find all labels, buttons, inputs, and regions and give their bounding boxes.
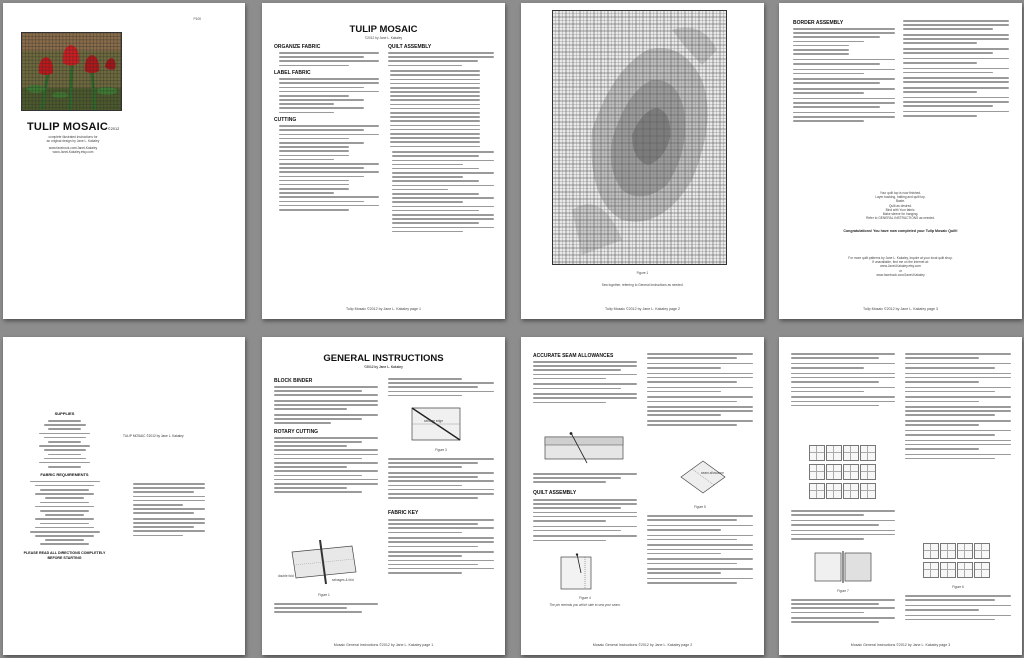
cover-title: TULIP MOSAIC©2012 [27,121,120,133]
label-selvage-edge: selvage edge [424,419,443,423]
cover-links [23,146,123,154]
pin-caption: The pin reminds you which side to sew your seam. [549,603,621,607]
page-title: TULIP MOSAIC [349,24,418,35]
section-heading: ACCURATE SEAM ALLOWANCES [533,353,614,359]
closing-steps: Your quilt top is now finished. Layer backing, batting and quilt top. Baste. Quilt as desired. Bind with Your fabric. Make sleeve for hanging. Refer to GENERAL INSTRUCTIONS as needed. [866,191,935,221]
section-heading: QUILT ASSEMBLY [533,490,577,496]
section-heading: QUILT ASSEMBLY [388,44,432,50]
right-column [388,44,494,235]
cover-subtitle: complete illustrated instructions for an original design by Jane L. Kakaley [46,135,100,144]
section-heading: BORDER ASSEMBLY [793,20,844,26]
label-double-fold: double fold [278,574,294,578]
label-seam-allowance: seam allowance [701,471,724,475]
figure-note: Sew together, referring to General Instructions as needed. [601,283,684,287]
disclaimer [133,483,205,539]
figure-5-caption: Figure 5 [694,505,706,509]
figure-3-caption: Figure 3 [435,448,447,452]
left-column [791,353,895,593]
section-heading: LABEL FABRIC [274,70,311,77]
figure-1-caption: Figure 1 [318,593,330,597]
figure-6-grid [809,445,879,501]
tulip-mosaic-photo [22,33,121,110]
quilt-grid-diagram [552,10,727,265]
byline: ©2012 by Jane L. Kakaley [364,365,403,369]
page-footer: Tulip Mosaic ©2012 by Jane L. Kakaley page 1 [345,307,422,311]
page-footer: Tulip Mosaic ©2012 by Jane L. Kakaley page 2 [604,307,681,311]
page-title: GENERAL INSTRUCTIONS [323,353,444,364]
facebook-link[interactable]: www.facebook.com/JaneLKakaley [876,272,925,277]
etsy-link[interactable]: www.JaneLKakaley.etsy.com [880,264,921,269]
page-footer: Tulip Mosaic ©2012 by Jane L. Kakaley page 3 [862,307,939,311]
right-column [388,378,494,516]
left-column [274,378,378,597]
general-instructions-page-1 [262,337,505,655]
section-heading: ORGANIZE FABRIC [274,44,321,50]
side-label: TULIP MOSAIC ©2012 by Jane L. Kakaley [123,434,184,438]
cover-photo [21,32,122,111]
instructions-page-3 [779,3,1022,319]
figure-4-caption: Figure 4 [579,596,591,600]
read-directions-notice: PLEASE READ ALL DIRECTIONS COMPLETELY BEFORE STARTING [23,551,106,560]
section-heading: BLOCK BINDER [274,378,313,384]
figure-7-caption: Figure 7 [837,589,849,593]
left-column [793,20,895,124]
supplies-column [17,411,112,560]
etsy-link[interactable]: www.JaneLKakaley.etsy.com [52,150,94,155]
general-instructions-page-2 [521,337,764,655]
fabric-heading: FABRIC REQUIREMENTS [40,471,89,477]
cover-page [3,3,245,319]
figure-6-caption: Figure 6 [952,585,964,589]
supplies-heading: SUPPLIES [54,411,75,416]
figure-3-illustration [406,404,466,444]
section-heading: CUTTING [274,117,297,124]
right-column [647,353,753,509]
supplies-page [3,337,245,655]
mosaic-grid-figure [552,10,727,265]
figure-6b-grid [923,543,993,581]
page-footer: Mosaic General Instructions ©2012 by Jane L. Kakaley page 3 [850,643,951,647]
section-heading: FABRIC KEY [388,510,419,516]
page-footer: Mosaic General Instructions ©2012 by Jane L. Kakaley page 1 [333,643,434,647]
figure-5-illustration [673,457,733,503]
row-assignment-table [390,70,480,147]
figure-7-illustration [811,549,877,585]
figure-4b-illustration [559,553,599,593]
left-column [274,44,379,213]
left-column [533,353,637,607]
facebook-link[interactable]: www.facebook.com/JaneLKakaley [48,146,98,150]
page-footer: Mosaic General Instructions ©2012 by Jane L. Kakaley page 2 [592,643,693,647]
byline: ©2012 by Jane L. Kakaley [364,36,403,40]
right-column [905,353,1011,589]
instructions-page-1 [262,3,505,319]
contact-info: For more quilt patterns by Jane L. Kakaley, inquire at your local quilt shop. If unavailable, find me on the internet at: www.JaneLKakaley.etsy.com or www.facebook.com/JaneLKakaley [799,256,1002,277]
section-heading: ROTARY CUTTING [274,428,319,435]
right-column [903,20,1009,119]
instructions-page-2 [521,3,764,319]
congratulations: Congratulations! You have now completed your Tulip Mosaic Quilt! [843,229,958,233]
label-selvages: selvages & fold [332,578,354,582]
figure-caption: Figure 1 [636,271,649,275]
figure-4-illustration [541,431,627,465]
general-instructions-page-3 [779,337,1022,655]
pattern-code: P100 [193,17,201,21]
